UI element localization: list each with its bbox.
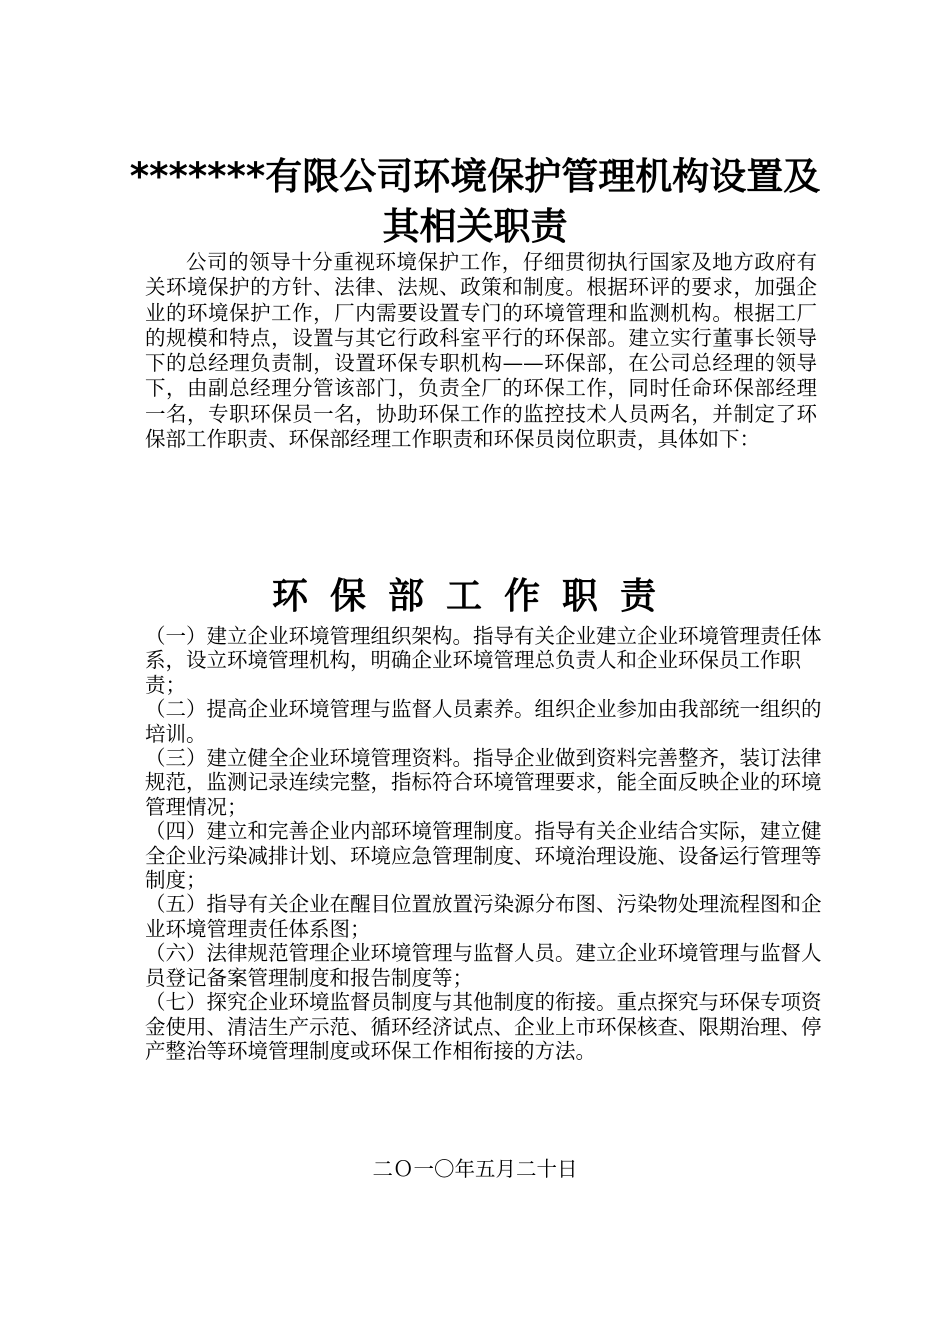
intro-paragraph: 公司的领导十分重视环境保护工作，仔细贯彻执行国家及地方政府有关环境保护的方针、法律、法规、政策和制度。根据环评的要求，加强企业的环境保护工作，厂内需要设置专门的环境管理和监测机构。根据工厂的规模和特点，设置与其它行政科室平行的环保部。建立实行董事长领导下的总经理负责制，设置环保专职机构——环保部，在公司总经理的领导下，由副总经理分管该部门，负责全厂的环保工作，同时任命环保部经理一名，专职环保员一名，协助环保工作的监控技术人员两名，并制定了环保部工作职责、环保部经理工作职责和环保员岗位职责，具体如下：: [145, 250, 817, 452]
document-title: *******有限公司环境保护管理机构设置及其相关职责: [129, 155, 821, 248]
duty-item-4: （四）建立和完善企业内部环境管理制度。指导有关企业结合实际，建立健全企业污染减排计划、环境应急管理制度、环境治理设施、设备运行管理等制度；: [145, 819, 822, 893]
duty-item-5: （五）指导有关企业在醒目位置放置污染源分布图、污染物处理流程图和企业环境管理责任体系图；: [145, 892, 822, 941]
duties-list: [145, 624, 825, 1063]
duty-item-7: （七）探究企业环境监督员制度与其他制度的衔接。重点探究与环保专项资金使用、清洁生产示范、循环经济试点、企业上市环保核查、限期治理、停产整治等环境管理制度或环保工作相衔接的方法。: [145, 990, 822, 1063]
duty-item-3: （三）建立健全企业环境管理资料。指导企业做到资料完善整齐，装订法律规范，监测记录连续完整，指标符合环境管理要求，能全面反映企业的环境管理情况；: [145, 746, 822, 819]
document-date: 二Ｏ一〇年五月二十日: [372, 1157, 578, 1181]
duty-item-2: （二）提高企业环境管理与监督人员素养。组织企业参加由我部统一组织的培训。: [145, 697, 822, 746]
duty-item-1: （一）建立企业环境管理组织架构。指导有关企业建立企业环境管理责任体系，设立环境管理机构，明确企业环境管理总负责人和企业环保员工作职责；: [145, 624, 822, 697]
section-title: 环保部工作职责: [271, 576, 678, 617]
duty-item-6: （六）法律规范管理企业环境管理与监督人员。建立企业环境管理与监督人员登记备案管理制度和报告制度等；: [145, 941, 822, 990]
